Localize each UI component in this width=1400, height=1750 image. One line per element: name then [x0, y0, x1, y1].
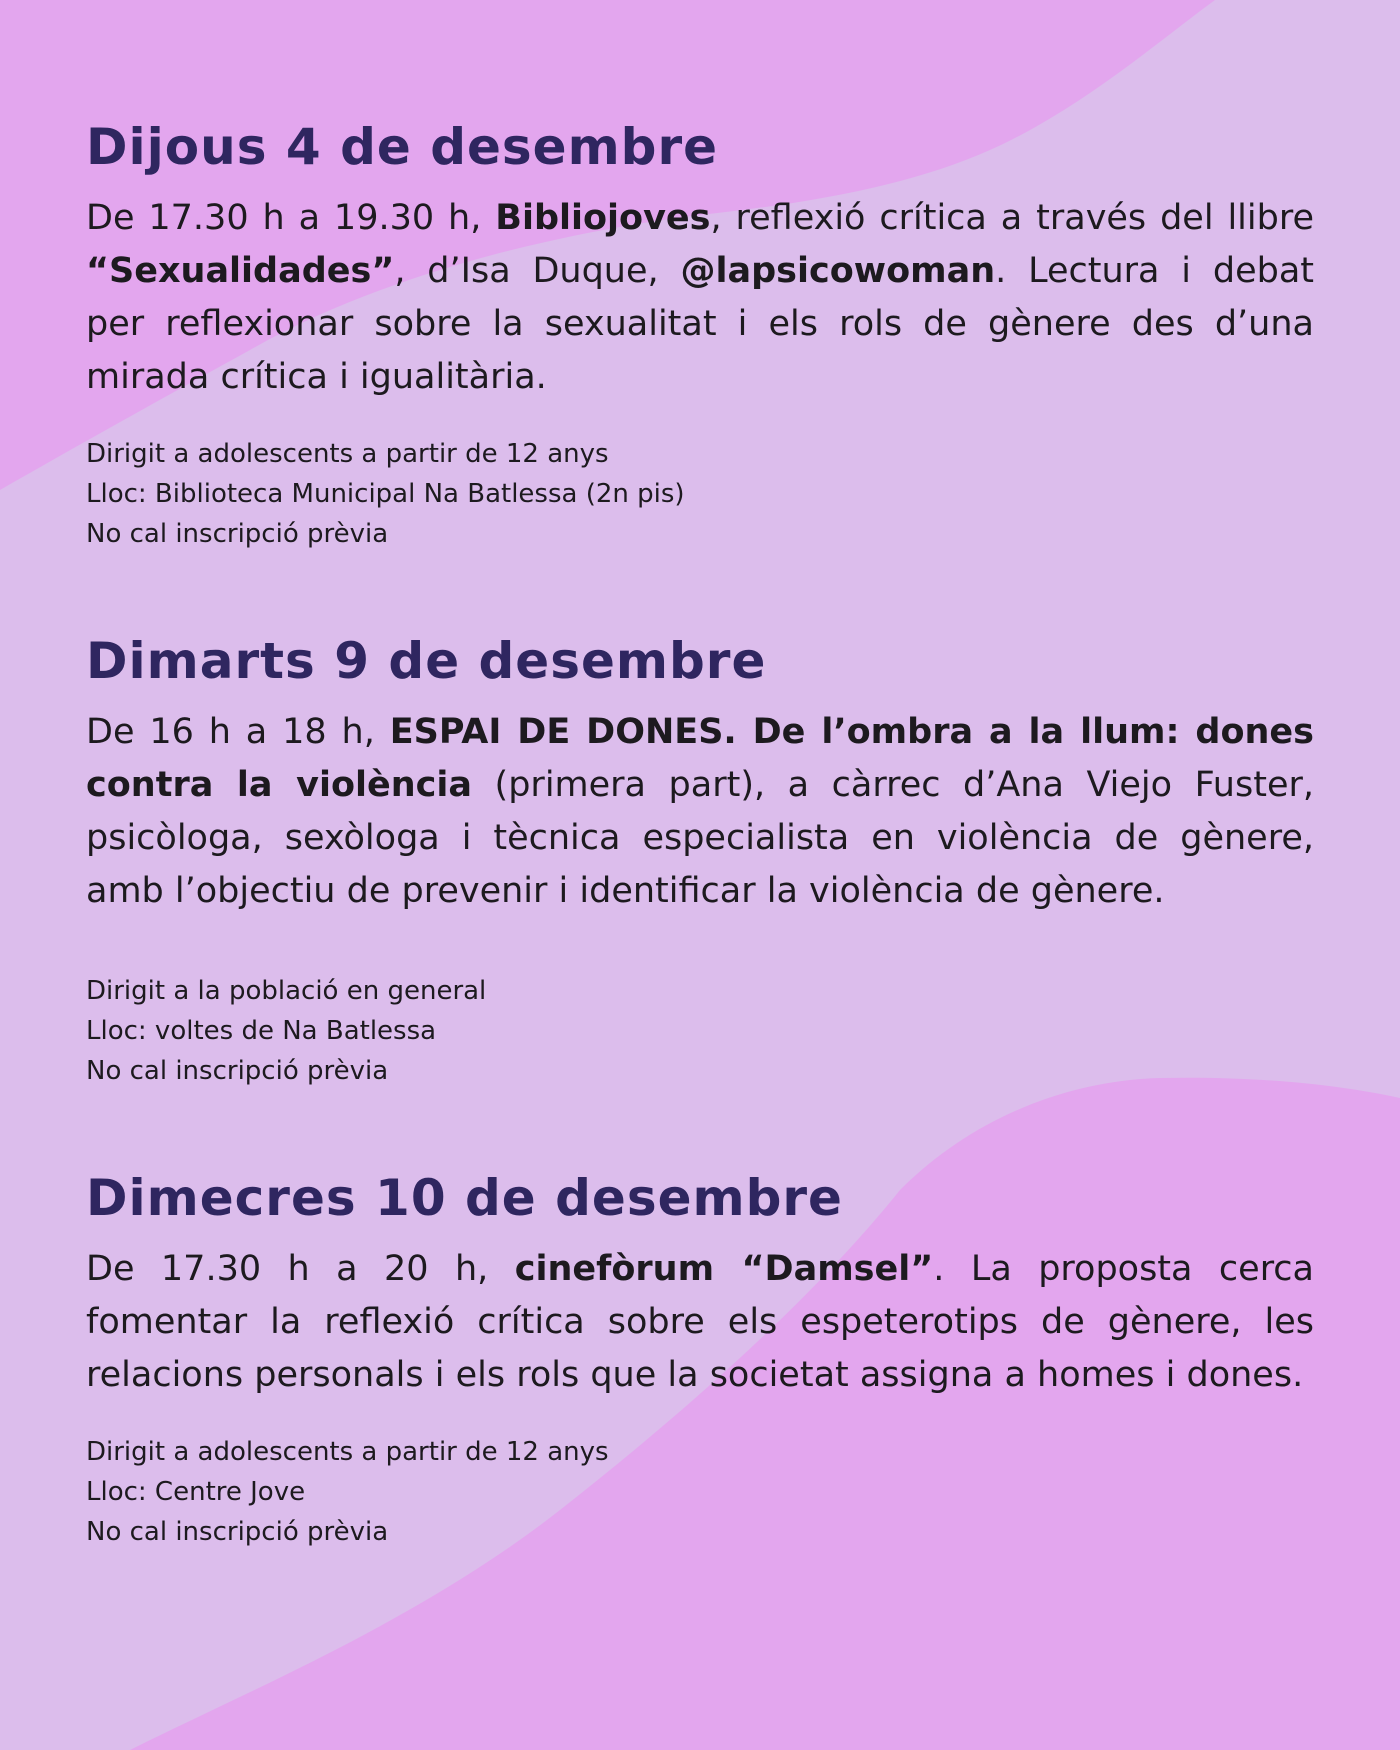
event-description: [86, 706, 1314, 918]
event-location: Lloc: Centre Jove: [86, 1477, 306, 1507]
event-title-bold: ESPAI DE DONES. De l’ombra a la llum: dones contra la violència: [86, 712, 1314, 805]
event-date-heading: Dimecres 10 de desembre: [86, 1169, 843, 1227]
event-registration: No cal inscripció prèvia: [86, 1517, 389, 1547]
event-date-heading: Dijous 4 de desembre: [86, 118, 719, 176]
event-details: [86, 971, 1314, 1091]
event-title-bold: Bibliojoves: [495, 198, 711, 238]
author-handle-bold: @lapsicowoman: [680, 251, 996, 291]
event-title-bold: cinefòrum “Damsel”: [514, 1249, 934, 1289]
event-description: [86, 192, 1314, 404]
event-item: [86, 626, 1314, 1091]
event-description: [86, 1243, 1314, 1402]
book-title-bold: “Sexualidades”: [86, 251, 395, 291]
event-audience: Dirigit a la població en general: [86, 976, 487, 1006]
event-description-text: , reflexió crítica a través del llibre: [710, 198, 1314, 238]
event-details: [86, 1432, 1314, 1552]
event-description-text: De 17.30 h a 20 h,: [86, 1249, 515, 1289]
event-description-text: , d’Isa Duque,: [394, 251, 681, 291]
event-location: Lloc: Biblioteca Municipal Na Batlessa (2n pis): [86, 479, 685, 509]
event-details: [86, 434, 1314, 554]
event-item: [86, 1163, 1314, 1552]
event-location: Lloc: voltes de Na Batlessa: [86, 1016, 437, 1046]
event-audience: Dirigit a adolescents a partir de 12 anys: [86, 1437, 609, 1467]
event-date-heading: Dimarts 9 de desembre: [86, 632, 767, 690]
event-audience: Dirigit a adolescents a partir de 12 anys: [86, 439, 609, 469]
event-description-text: De 16 h a 18 h,: [86, 712, 390, 752]
event-description-text: (primera part), a càrrec d’Ana Viejo Fuster, psicòloga, sexòloga i tècnica especialista en violència de gènere, amb l’objectiu de prevenir i identificar la violència de gènere.: [86, 765, 1314, 911]
event-registration: No cal inscripció prèvia: [86, 1056, 389, 1086]
event-description-text: . La proposta cerca fomentar la reflexió crítica sobre els espeterotips de gènere, les relacions personals i els rols que la societat assigna a homes i dones.: [86, 1249, 1314, 1395]
event-description-text: De 17.30 h a 19.30 h,: [86, 198, 496, 238]
event-item: [86, 112, 1314, 554]
event-description-text: . Lectura i debat per reflexionar sobre la sexualitat i els rols de gènere des d’una mirada crítica i igualitària.: [86, 251, 1314, 397]
event-registration: No cal inscripció prèvia: [86, 519, 389, 549]
